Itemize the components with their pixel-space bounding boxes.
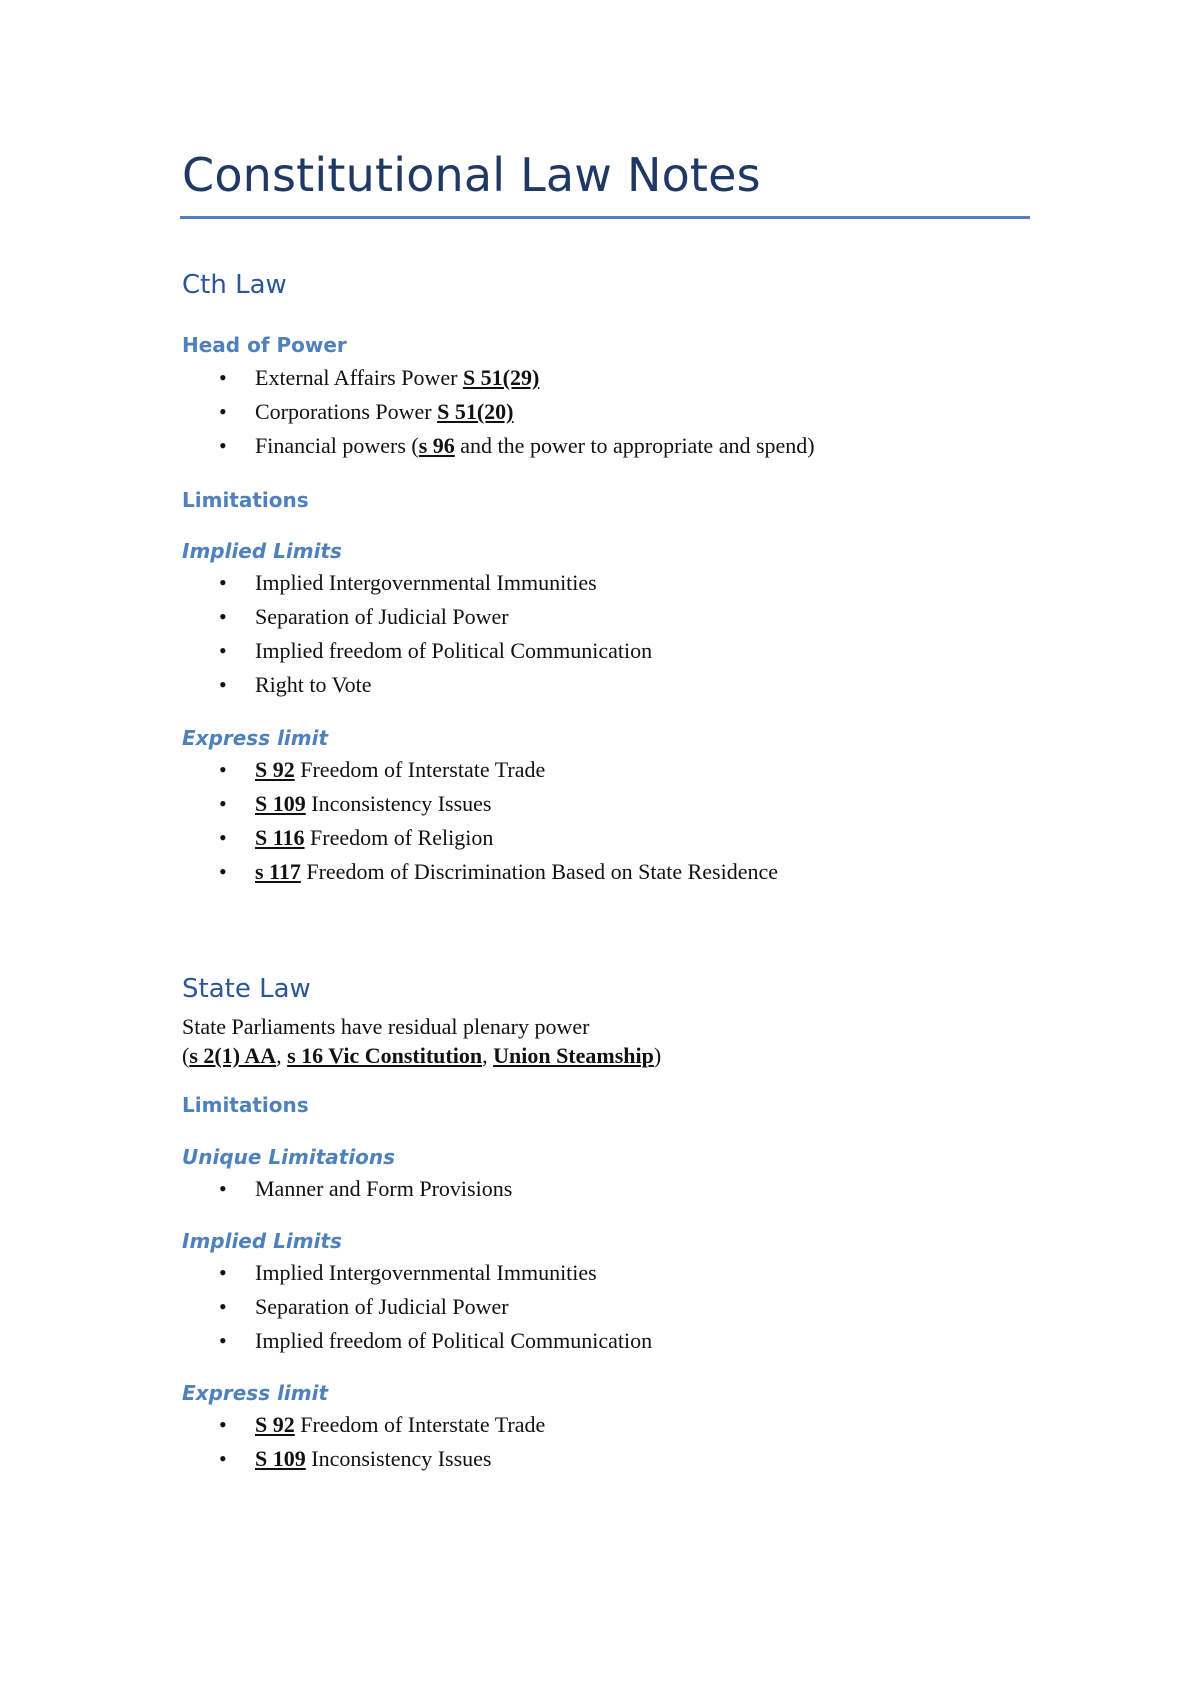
item-text: Implied freedom of Political Communication [255, 1328, 653, 1353]
item-text: Implied Intergovernmental Immunities [255, 1260, 597, 1285]
bullet-icon: • [219, 791, 227, 816]
item-text: Freedom of Interstate Trade [294, 1412, 546, 1437]
item-text: Corporations Power [255, 399, 438, 424]
paren-open: ( [182, 1043, 190, 1068]
section-reference: S 51(29) [462, 365, 540, 390]
list-item [182, 395, 815, 429]
list-item [182, 361, 815, 395]
item-text: Freedom of Religion [304, 825, 494, 850]
bullet-icon: • [219, 1446, 227, 1471]
list-item [182, 787, 778, 821]
bullet-icon: • [219, 1328, 227, 1353]
list-item [182, 1172, 512, 1206]
cth-implied-limits-list [182, 566, 652, 702]
item-text: Separation of Judicial Power [255, 1294, 509, 1319]
cth-express-limit-list [182, 753, 778, 889]
cth-head-of-power-heading: Head of Power [182, 333, 347, 357]
section-reference: s 96 [418, 433, 455, 458]
paren-close: ) [653, 1043, 662, 1068]
bullet-icon: • [219, 638, 227, 663]
bullet-icon: • [219, 757, 227, 782]
state-law-heading: State Law [182, 974, 311, 1004]
cth-law-heading: Cth Law [182, 270, 287, 300]
cth-limitations-heading: Limitations [182, 488, 309, 512]
bullet-icon: • [219, 604, 227, 629]
bullet-icon: • [219, 365, 227, 390]
list-item [182, 1442, 545, 1476]
item-text: Implied Intergovernmental Immunities [255, 570, 597, 595]
state-unique-limitations-list [182, 1172, 512, 1206]
list-item [182, 1290, 652, 1324]
list-item [182, 855, 778, 889]
document-title: Constitutional Law Notes [182, 148, 761, 202]
bullet-icon: • [219, 1176, 227, 1201]
section-reference: s 2(1) AA [189, 1043, 277, 1068]
list-item [182, 821, 778, 855]
item-text-suffix: and the power to appropriate and spend) [454, 433, 815, 458]
section-reference: s 117 [255, 859, 301, 884]
list-item [182, 600, 652, 634]
bullet-icon: • [219, 433, 227, 458]
section-reference: s 16 Vic Constitution [287, 1043, 483, 1068]
cth-implied-limits-heading: Implied Limits [182, 539, 342, 563]
item-text: Implied freedom of Political Communication [255, 638, 653, 663]
cth-express-limit-heading: Express limit [182, 726, 329, 750]
item-text: External Affairs Power [255, 365, 463, 390]
item-text: Separation of Judicial Power [255, 604, 509, 629]
list-item [182, 1256, 652, 1290]
title-underline-rule [180, 216, 1030, 219]
bullet-icon: • [219, 570, 227, 595]
cth-head-of-power-list [182, 361, 815, 463]
case-reference: Union Steamship [493, 1043, 654, 1068]
list-item [182, 668, 652, 702]
bullet-icon: • [219, 672, 227, 697]
state-express-limit-list [182, 1408, 545, 1476]
item-text: Right to Vote [255, 672, 372, 697]
section-reference: S 109 [255, 791, 306, 816]
list-item [182, 634, 652, 668]
list-item [182, 1324, 652, 1358]
bullet-icon: • [219, 859, 227, 884]
section-reference: S 92 [255, 757, 295, 782]
separator: , [482, 1043, 494, 1068]
section-reference: S 92 [255, 1412, 295, 1437]
bullet-icon: • [219, 1412, 227, 1437]
separator: , [276, 1043, 288, 1068]
state-implied-limits-list [182, 1256, 652, 1358]
item-text: Freedom of Interstate Trade [294, 757, 546, 782]
item-text: Financial powers ( [255, 433, 419, 458]
bullet-icon: • [219, 1294, 227, 1319]
bullet-icon: • [219, 399, 227, 424]
list-item [182, 753, 778, 787]
item-text: Manner and Form Provisions [255, 1176, 513, 1201]
bullet-icon: • [219, 1260, 227, 1285]
state-implied-limits-heading: Implied Limits [182, 1229, 342, 1253]
item-text: Inconsistency Issues [305, 791, 492, 816]
section-reference: S 109 [255, 1446, 306, 1471]
list-item [182, 566, 652, 600]
state-references [182, 1041, 661, 1070]
item-text: Inconsistency Issues [305, 1446, 492, 1471]
state-intro-text: State Parliaments have residual plenary power [182, 1014, 590, 1039]
section-reference: S 116 [255, 825, 305, 850]
bullet-icon: • [219, 825, 227, 850]
state-unique-limitations-heading: Unique Limitations [182, 1145, 396, 1169]
item-text: Freedom of Discrimination Based on State Residence [300, 859, 779, 884]
state-limitations-heading: Limitations [182, 1093, 309, 1117]
list-item [182, 1408, 545, 1442]
list-item [182, 429, 815, 463]
state-express-limit-heading: Express limit [182, 1381, 329, 1405]
section-reference: S 51(20) [437, 399, 514, 424]
